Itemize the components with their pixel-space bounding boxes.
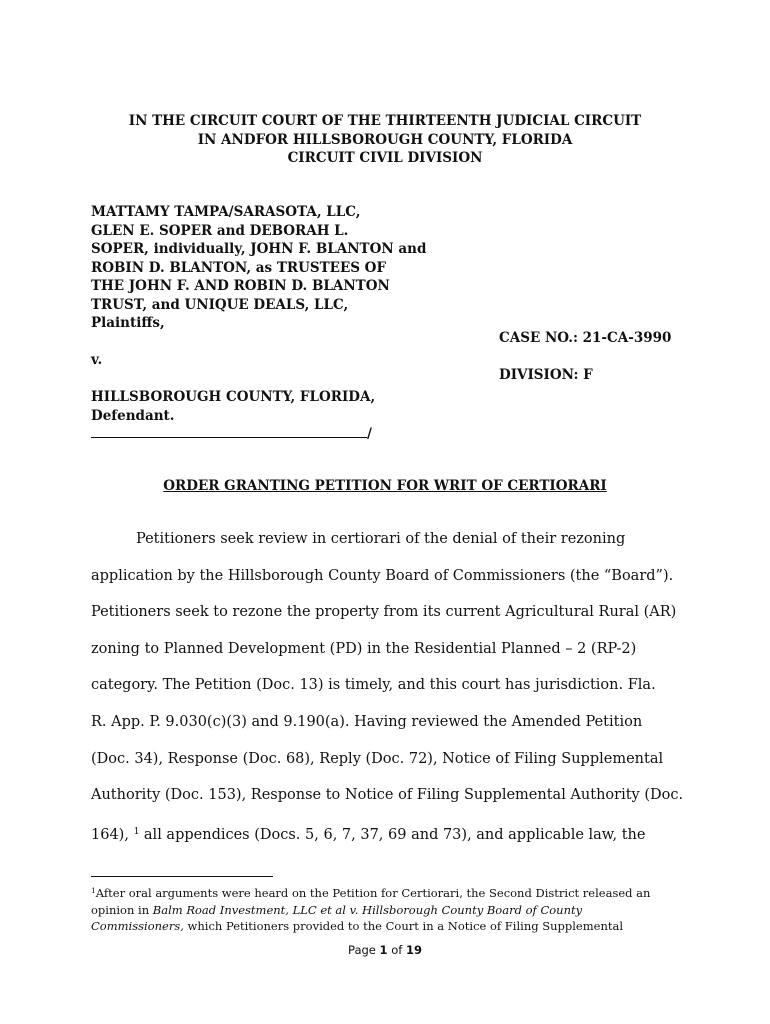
body-line: category. The Petition (Doc. 13) is timely, and this court has jurisdiction. Fla. [91,677,656,694]
footnote-line-2 [91,902,691,919]
order-title: ORDER GRANTING PETITION FOR WRIT OF CERTIORARI [163,478,607,494]
caption-line-end: / [367,426,372,442]
case-caption-parties [91,203,471,444]
page-of: of [387,943,406,957]
body-text-before-ref: 164), [91,826,134,843]
plaintiffs-label: Plaintiffs, [91,315,165,331]
plaintiff-line: THE JOHN F. AND ROBIN D. BLANTON [91,278,390,294]
page-number [0,943,770,957]
order-body [91,528,691,857]
body-line-last [91,821,691,858]
caption-signature-line [91,425,471,444]
plaintiff-line: ROBIN D. BLANTON, as TRUSTEES OF [91,259,387,276]
plaintiff-line: SOPER, individually, JOHN F. BLANTON and [91,241,427,257]
plaintiff-line: MATTAMY TAMPA/SARASOTA, LLC, [91,204,361,220]
body-line: Petitioners seek review in certiorari of the denial of their rezoning [136,531,626,547]
court-header-line-3: CIRCUIT CIVIL DIVISION [287,150,483,166]
page-label: Page [348,943,380,957]
case-citation: Commissioners, [91,919,184,933]
body-text-after-ref: all appendices (Docs. 5, 6, 7, 37, 69 and 73), and applicable law, the [139,826,646,843]
defendant-label: Defendant. [91,407,175,424]
total-pages: 19 [405,943,422,957]
underline-rule [91,437,367,438]
court-header-line-2: IN ANDFOR HILLSBOROUGH COUNTY, FLORIDA [197,131,573,148]
footnote-line-3 [91,918,691,935]
footnote [91,883,691,935]
body-line: Petitioners seek to rezone the property from its current Agricultural Rural (AR) [91,604,677,621]
footnote-text: opinion in [91,902,153,917]
footnote-reference[interactable]: 1 [133,826,140,837]
body-line: R. App. P. 9.030(c)(3) and 9.190(a). Having reviewed the Amended Petition [91,713,643,730]
case-number: CASE NO.: 21-CA-3990 [499,330,672,346]
court-header [0,112,770,168]
body-line: (Doc. 34), Response (Doc. 68), Reply (Doc. 72), Notice of Filing Supplemental [91,750,664,767]
case-citation: Balm Road Investment, LLC et al v. Hillsborough County Board of County [152,902,583,917]
current-page: 1 [379,943,388,957]
body-line: Authority (Doc. 153), Response to Notice of Filing Supplemental Authority (Doc. [91,787,684,804]
footnote-text: which Petitioners provided to the Court in a Notice of Filing Supplemental [183,919,624,933]
footnote-line-1 [91,883,691,902]
division: DIVISION: F [499,367,593,383]
defendant-line: HILLSBOROUGH COUNTY, FLORIDA, [91,389,376,405]
footnote-separator [91,876,273,877]
footnote-text: After oral arguments were heard on the Petition for Certiorari, the Second District released an [95,886,651,900]
body-line: application by the Hillsborough County Board of Commissioners (the “Board”). [91,567,674,584]
court-header-line-1: IN THE CIRCUIT COURT OF THE THIRTEENTH JUDICIAL CIRCUIT [128,113,642,129]
versus-label: v. [91,352,103,368]
body-line: zoning to Planned Development (PD) in the Residential Planned – 2 (RP-2) [91,640,637,657]
footnote-marker: 1 [91,886,96,895]
plaintiff-line: TRUST, and UNIQUE DEALS, LLC, [91,296,349,313]
plaintiff-line: GLEN E. SOPER and DEBORAH L. [91,222,349,239]
